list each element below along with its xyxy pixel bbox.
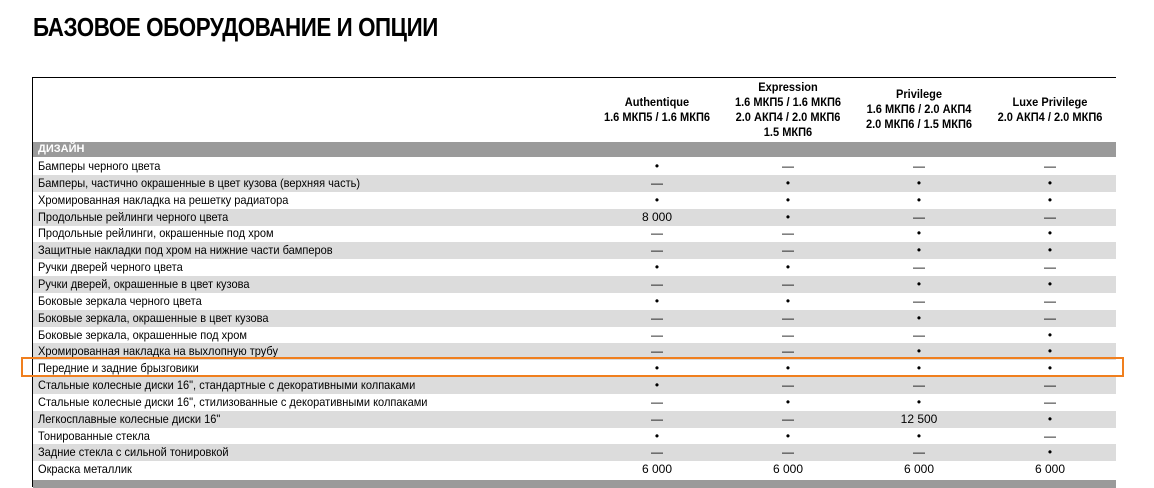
row-value: — bbox=[782, 243, 794, 258]
row-value: • bbox=[654, 361, 660, 376]
table-row bbox=[33, 394, 1116, 411]
row-value: • bbox=[916, 428, 922, 443]
row-value: — bbox=[913, 260, 925, 275]
row-value: — bbox=[782, 378, 794, 393]
row-value: 8 000 bbox=[641, 209, 673, 224]
row-value: • bbox=[654, 159, 660, 173]
row-value: • bbox=[785, 428, 791, 443]
row-label: Стальные колесные диски 16", стандартные с декоративными колпаками bbox=[38, 378, 416, 393]
table-row bbox=[33, 327, 1116, 344]
table-row bbox=[33, 411, 1116, 428]
row-value: — bbox=[651, 175, 663, 190]
row-value: — bbox=[782, 445, 794, 460]
row-value: — bbox=[782, 344, 794, 359]
row-value: — bbox=[782, 310, 794, 325]
row-value: — bbox=[651, 276, 663, 291]
page-title: БАЗОВОЕ ОБОРУДОВАНИЕ И ОПЦИИ bbox=[33, 12, 438, 42]
row-value: — bbox=[651, 327, 663, 342]
row-label: Защитные накладки под хром на нижние части бамперов bbox=[38, 243, 333, 258]
row-label: Стальные колесные диски 16", стилизованные с декоративными колпаками bbox=[38, 394, 428, 409]
row-value: — bbox=[1044, 310, 1056, 325]
column-header-authentique: Authentique 1.6 МКП5 / 1.6 МКП6 bbox=[603, 94, 711, 124]
row-value: 6 000 bbox=[641, 462, 673, 477]
table-row bbox=[33, 377, 1116, 394]
row-value: — bbox=[913, 159, 925, 173]
row-value: • bbox=[654, 260, 660, 275]
row-value: • bbox=[1047, 276, 1053, 291]
column-header-expression: Expression 1.6 МКП5 / 1.6 МКП6 2.0 АКП4 / 2.0 МКП6 1.5 МКП6 bbox=[734, 79, 842, 139]
row-value: — bbox=[1044, 260, 1056, 275]
section-header-design: ДИЗАЙН bbox=[33, 142, 1116, 157]
row-label: Продольные рейлинги черного цвета bbox=[38, 209, 229, 224]
row-label: Окраска металлик bbox=[38, 462, 132, 477]
row-value: • bbox=[1047, 361, 1053, 376]
row-label: Продольные рейлинги, окрашенные под хром bbox=[38, 226, 274, 241]
row-value: • bbox=[1047, 175, 1053, 190]
row-value: • bbox=[1047, 243, 1053, 258]
row-value: 6 000 bbox=[903, 462, 935, 477]
row-value: — bbox=[913, 327, 925, 342]
row-value: — bbox=[913, 209, 925, 224]
row-value: — bbox=[1044, 159, 1056, 173]
table-row bbox=[33, 225, 1116, 242]
row-value: • bbox=[916, 175, 922, 190]
table-row bbox=[33, 276, 1116, 293]
row-value: • bbox=[916, 394, 922, 409]
options-table bbox=[32, 77, 1116, 487]
row-label: Боковые зеркала, окрашенные в цвет кузова bbox=[38, 310, 269, 325]
row-value: — bbox=[1044, 428, 1056, 443]
row-value: • bbox=[785, 394, 791, 409]
row-label: Задние стекла с сильной тонировкой bbox=[38, 445, 229, 460]
row-value: • bbox=[916, 226, 922, 241]
next-section-bar bbox=[33, 480, 1116, 488]
row-value: • bbox=[785, 192, 791, 207]
row-value: • bbox=[654, 293, 660, 308]
row-label: Бамперы, частично окрашенные в цвет кузова (верхняя часть) bbox=[38, 175, 361, 190]
row-value: • bbox=[785, 260, 791, 275]
row-label: Тонированные стекла bbox=[38, 428, 150, 443]
row-value: • bbox=[785, 293, 791, 308]
table-row bbox=[33, 175, 1116, 192]
table-row bbox=[33, 310, 1116, 327]
row-value: • bbox=[1047, 344, 1053, 359]
row-value: — bbox=[651, 394, 663, 409]
row-label: Ручки дверей черного цвета bbox=[38, 260, 183, 275]
row-value: — bbox=[651, 310, 663, 325]
column-header-privilege: Privilege 1.6 МКП6 / 2.0 АКП4 2.0 МКП6 / 1.5 МКП6 bbox=[865, 87, 973, 131]
row-value: 12 500 bbox=[900, 411, 938, 426]
table-row bbox=[33, 444, 1116, 461]
row-value: • bbox=[785, 209, 791, 224]
row-value: — bbox=[782, 327, 794, 342]
row-value: — bbox=[782, 276, 794, 291]
table-row bbox=[33, 461, 1116, 478]
row-value: 6 000 bbox=[1034, 462, 1066, 477]
row-value: • bbox=[916, 310, 922, 325]
row-value: • bbox=[785, 361, 791, 376]
table-row bbox=[33, 259, 1116, 276]
row-value: • bbox=[916, 344, 922, 359]
row-value: — bbox=[651, 344, 663, 359]
row-value: • bbox=[785, 175, 791, 190]
row-value: — bbox=[651, 445, 663, 460]
row-value: • bbox=[916, 192, 922, 207]
row-value: • bbox=[654, 428, 660, 443]
row-value: • bbox=[1047, 411, 1053, 426]
row-value: • bbox=[916, 243, 922, 258]
row-value: • bbox=[916, 361, 922, 376]
row-value: — bbox=[913, 293, 925, 308]
table-row bbox=[33, 158, 1116, 175]
row-label: Хромированная накладка на выхлопную трубу bbox=[38, 344, 279, 359]
row-value: — bbox=[1044, 378, 1056, 393]
row-value: — bbox=[1044, 209, 1056, 224]
table-row bbox=[33, 242, 1116, 259]
row-label: Ручки дверей, окрашенные в цвет кузова bbox=[38, 276, 250, 291]
row-value: • bbox=[1047, 327, 1053, 342]
table-row bbox=[33, 192, 1116, 209]
column-header-luxe-privilege: Luxe Privilege 2.0 АКП4 / 2.0 МКП6 bbox=[997, 94, 1103, 124]
row-label: Хромированная накладка на решетку радиатора bbox=[38, 192, 289, 207]
row-value: — bbox=[782, 226, 794, 241]
row-value: — bbox=[651, 411, 663, 426]
row-value: — bbox=[782, 411, 794, 426]
row-value: 6 000 bbox=[772, 462, 804, 477]
row-value: — bbox=[913, 378, 925, 393]
row-value: — bbox=[782, 159, 794, 173]
table-row bbox=[33, 428, 1116, 445]
row-value: — bbox=[1044, 293, 1056, 308]
row-label: Легкосплавные колесные диски 16" bbox=[38, 411, 221, 426]
table-row bbox=[33, 360, 1116, 377]
row-label: Боковые зеркала, окрашенные под хром bbox=[38, 327, 247, 342]
row-label: Бамперы черного цвета bbox=[38, 159, 161, 173]
row-value: • bbox=[654, 192, 660, 207]
row-value: • bbox=[1047, 226, 1053, 241]
table-row bbox=[33, 343, 1116, 360]
row-value: — bbox=[651, 243, 663, 258]
row-value: • bbox=[1047, 192, 1053, 207]
row-value: • bbox=[916, 276, 922, 291]
table-row bbox=[33, 209, 1116, 226]
table-row bbox=[33, 293, 1116, 310]
row-value: • bbox=[654, 378, 660, 393]
table-header bbox=[33, 78, 1116, 141]
row-value: — bbox=[1044, 394, 1056, 409]
row-value: • bbox=[1047, 445, 1053, 460]
row-label: Передние и задние брызговики bbox=[38, 361, 199, 376]
row-value: — bbox=[913, 445, 925, 460]
row-value: — bbox=[651, 226, 663, 241]
row-label: Боковые зеркала черного цвета bbox=[38, 293, 202, 308]
